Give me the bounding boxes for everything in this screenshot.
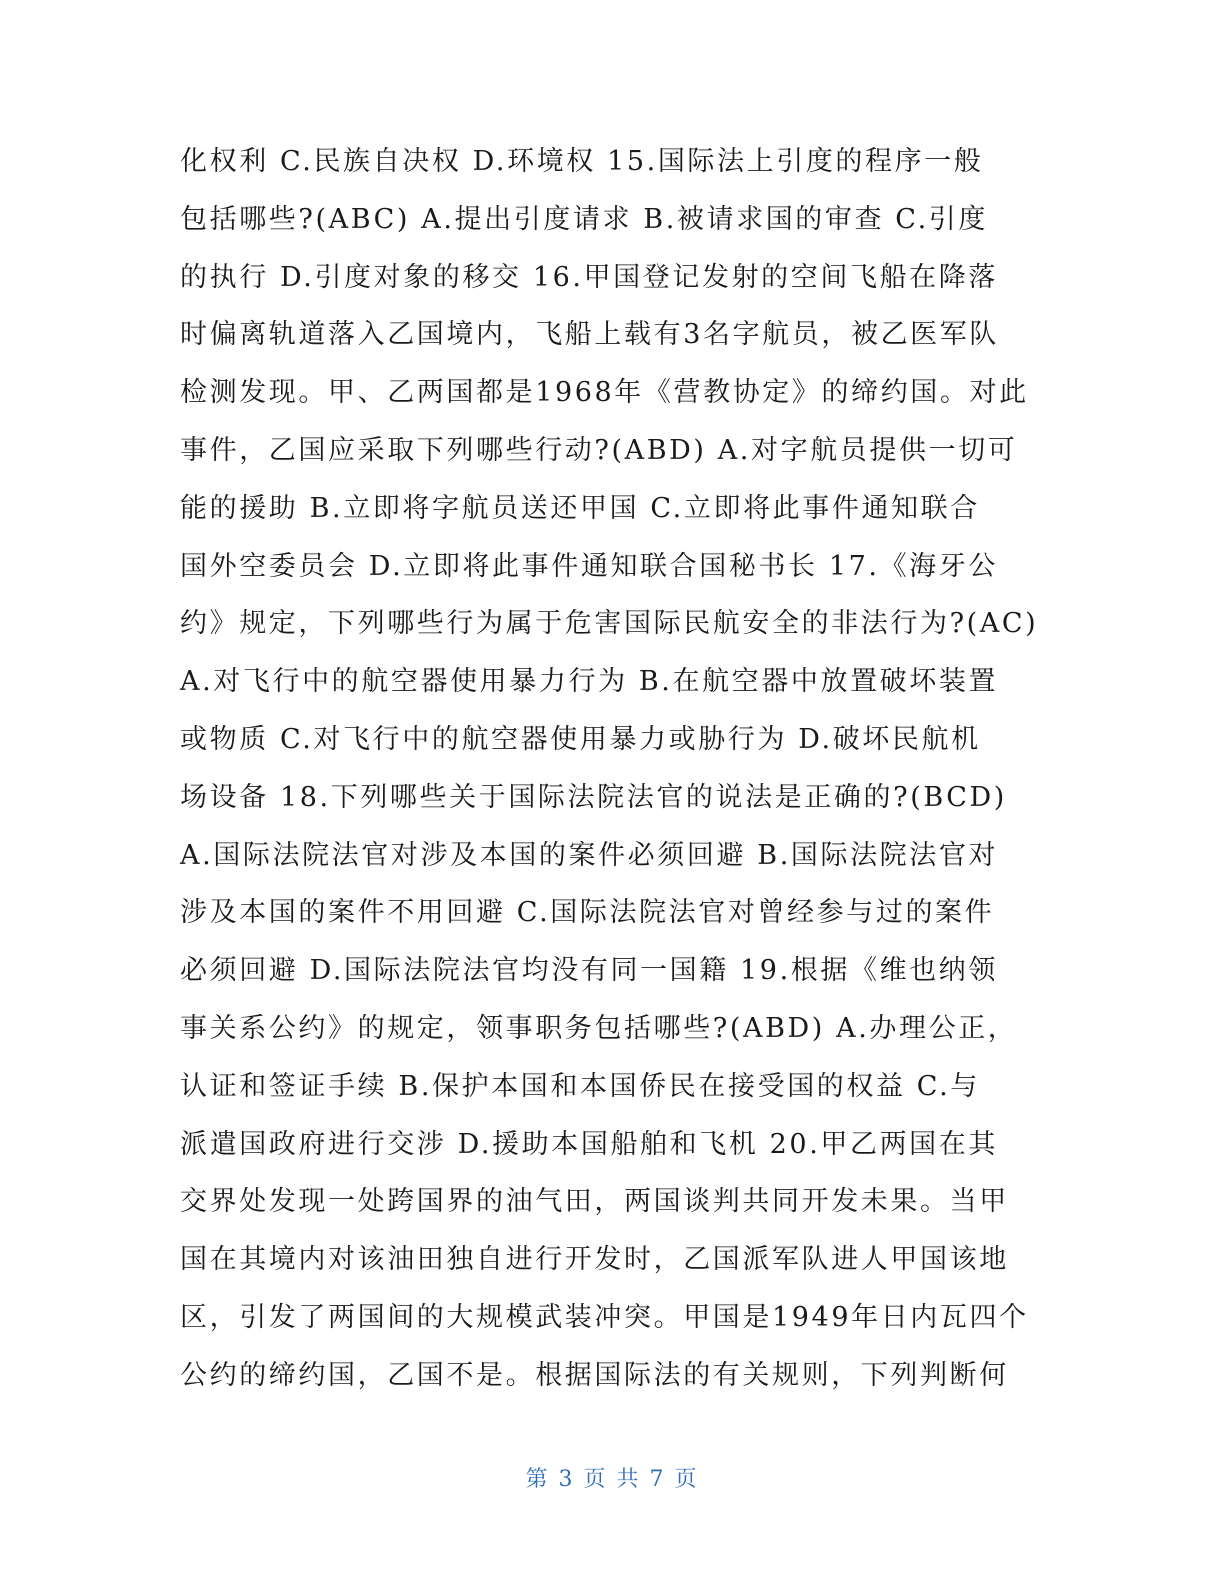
- text-line: 检测发现。甲、乙两国都是1968年《营教协定》的缔约国。对此: [180, 377, 1029, 409]
- text-line: 区，引发了两国间的大规模武装冲突。甲国是1949年日内瓦四个: [180, 1301, 1029, 1333]
- text-line: 时偏离轨道落入乙国境内，飞船上载有3名字航员，被乙医军队: [180, 319, 999, 351]
- text-line: 公约的缔约国，乙国不是。根据国际法的有关规则，下列判断何: [180, 1359, 1009, 1391]
- text-line: 事件，乙国应采取下列哪些行动?(ABD) A.对字航员提供一切可: [180, 434, 1018, 466]
- text-line: 事关系公约》的规定，领事职务包括哪些?(ABD) A.办理公正，: [180, 1012, 1018, 1044]
- text-line: 约》规定，下列哪些行为属于危害国际民航安全的非法行为?(AC): [180, 608, 1039, 640]
- document-body: [180, 133, 1050, 1405]
- text-line: 或物质 C.对飞行中的航空器使用暴力或胁行为 D.破坏民航机: [180, 723, 981, 755]
- text-line: 认证和签证手续 B.保护本国和本国侨民在接受国的权益 C.与: [180, 1070, 980, 1102]
- text-line: A.国际法院法官对涉及本国的案件必须回避 B.国际法院法官对: [180, 839, 999, 871]
- text-line: 派遣国政府进行交涉 D.援助本国船舶和飞机 20.甲乙两国在其: [180, 1128, 998, 1160]
- text-line: 国外空委员会 D.立即将此事件通知联合国秘书长 17.《海牙公: [180, 550, 998, 582]
- text-line: 化权利 C.民族自决权 D.环境权 15.国际法上引度的程序一般: [180, 146, 984, 177]
- text-line: 包括哪些?(ABC) A.提出引度请求 B.被请求国的审查 C.引度: [180, 203, 988, 235]
- text-line: 必须回避 D.国际法院法官均没有同一国籍 19.根据《维也纳领: [180, 955, 998, 987]
- text-line: 涉及本国的案件不用回避 C.国际法院法官对曾经参与过的案件: [180, 897, 995, 929]
- text-line: 的执行 D.引度对象的移交 16.甲国登记发射的空间飞船在降落: [180, 261, 998, 293]
- text-line: A.对飞行中的航空器使用暴力行为 B.在航空器中放置破坏装置: [180, 666, 999, 698]
- text-line: 能的援助 B.立即将字航员送还甲国 C.立即将此事件通知联合: [180, 492, 980, 524]
- page-footer: 第 3 页 共 7 页: [525, 1467, 699, 1492]
- text-line: 交界处发现一处跨国界的油气田，两国谈判共同开发未果。当甲: [180, 1186, 1009, 1218]
- text-line: 场设备 18.下列哪些关于国际法院法官的说法是正确的?(BCD): [180, 781, 1007, 813]
- text-line: 国在其境内对该油田独自进行开发时，乙国派军队进人甲国该地: [180, 1244, 1009, 1276]
